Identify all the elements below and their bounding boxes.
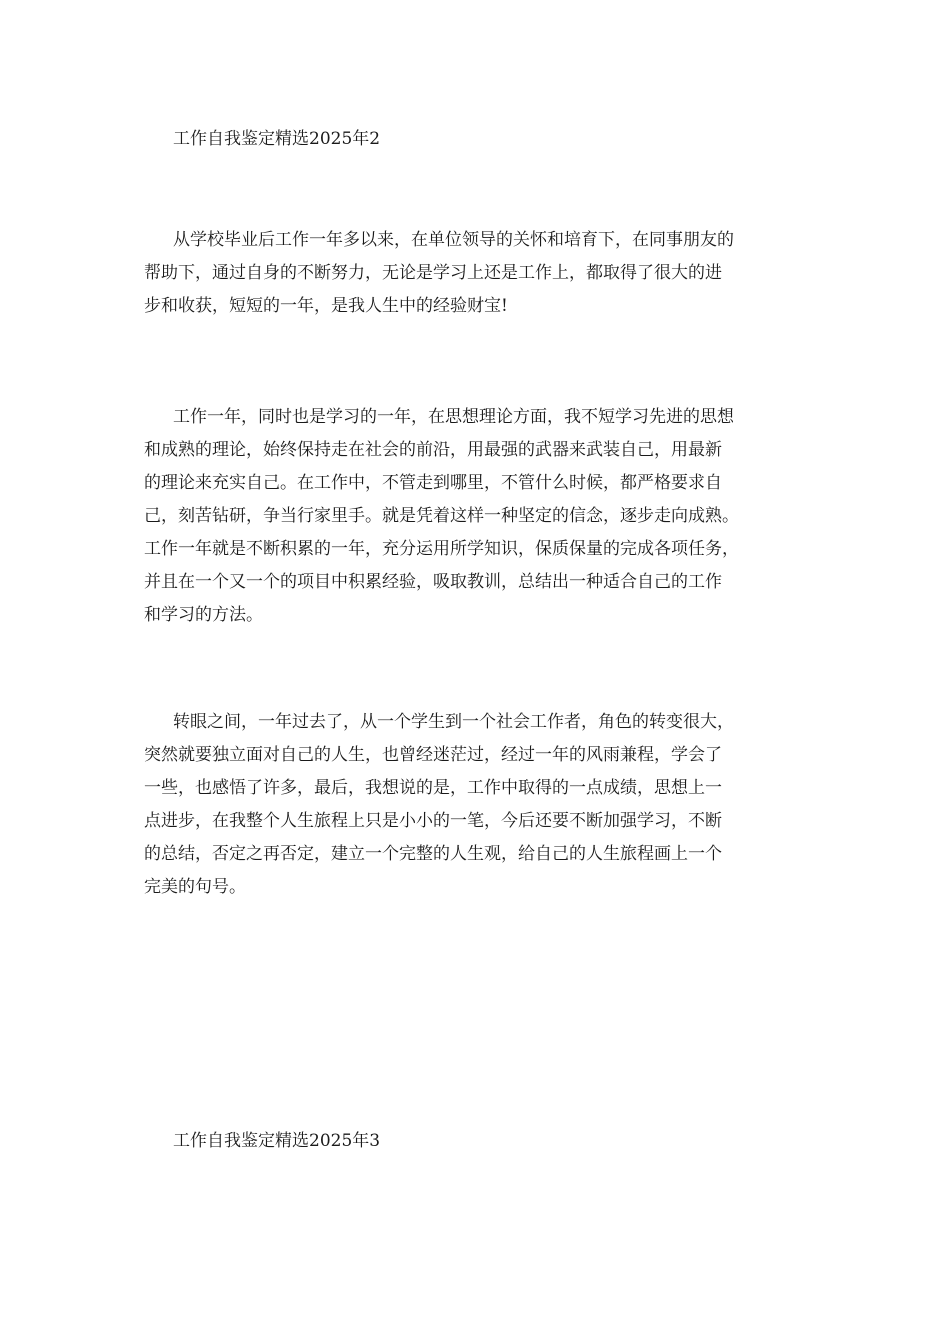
paragraph-line: 并且在一个又一个的项目中积累经验，吸取教训，总结出一种适合自己的工作 — [144, 572, 722, 592]
paragraph-line: 完美的句号。 — [144, 877, 246, 897]
paragraph-work-study — [144, 401, 814, 632]
paragraph-line: 工作一年就是不断积累的一年，充分运用所学知识，保质保量的完成各项任务， — [144, 539, 739, 559]
paragraph-line: 的总结，否定之再否定，建立一个完整的人生观，给自己的人生旅程画上一个 — [144, 844, 722, 864]
paragraph-line: 和学习的方法。 — [144, 605, 263, 625]
paragraph-line: 从学校毕业后工作一年多以来，在单位领导的关怀和培育下，在同事朋友的 — [173, 230, 734, 250]
paragraph-line: 突然就要独立面对自己的人生，也曾经迷茫过，经过一年的风雨兼程，学会了 — [144, 745, 722, 765]
section-heading: 工作自我鉴定精选2025年2 — [173, 129, 381, 149]
paragraph-line: 帮助下，通过自身的不断努力，无论是学习上还是工作上，都取得了很大的进 — [144, 263, 722, 283]
paragraph-line: 一些，也感悟了许多，最后，我想说的是，工作中取得的一点成绩，思想上一 — [144, 778, 722, 798]
paragraph-line: 步和收获，短短的一年，是我人生中的经验财宝! — [144, 296, 508, 316]
paragraph-line: 的理论来充实自己。在工作中，不管走到哪里，不管什么时候，都严格要求自 — [144, 473, 722, 493]
paragraph-intro — [144, 224, 814, 323]
paragraph-line: 和成熟的理论，始终保持走在社会的前沿，用最强的武器来武装自己，用最新 — [144, 440, 722, 460]
paragraph-conclusion — [144, 706, 814, 904]
paragraph-line: 转眼之间，一年过去了，从一个学生到一个社会工作者，角色的转变很大， — [173, 712, 734, 732]
paragraph-line: 点进步，在我整个人生旅程上只是小小的一笔，今后还要不断加强学习，不断 — [144, 811, 722, 831]
paragraph-line: 己，刻苦钻研，争当行家里手。就是凭着这样一种坚定的信念，逐步走向成熟。 — [144, 506, 739, 526]
paragraph-line: 工作一年，同时也是学习的一年，在思想理论方面，我不短学习先进的思想 — [173, 407, 734, 427]
section-heading: 工作自我鉴定精选2025年3 — [173, 1131, 381, 1151]
